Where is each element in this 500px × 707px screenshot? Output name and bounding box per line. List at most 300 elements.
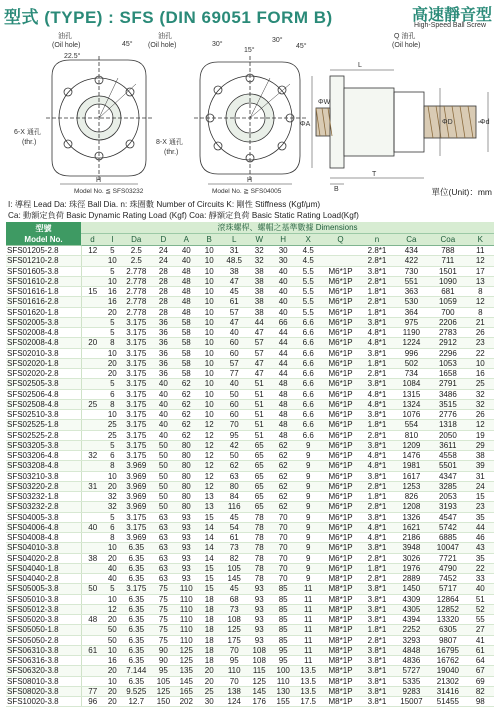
- table-cell: 93: [248, 635, 271, 645]
- table-cell: [81, 379, 104, 389]
- table-cell: 6: [104, 389, 121, 399]
- column-header-q: Q: [321, 234, 361, 246]
- table-cell: 20: [104, 481, 121, 491]
- table-row: [6, 307, 494, 317]
- thru-hole-label-mid-en: (thr.): [164, 149, 179, 156]
- page-subtitle: High-Speed Ball Screw: [414, 22, 486, 29]
- table-cell: 38: [248, 266, 271, 276]
- model-cell: SFS02525-2.8: [6, 430, 81, 440]
- table-cell: 62: [175, 379, 198, 389]
- table-cell: 10: [104, 348, 121, 358]
- table-cell: 3.175: [121, 512, 152, 522]
- table-cell: 9: [296, 533, 321, 543]
- flange-front-view-small: [46, 56, 152, 184]
- table-cell: 45: [221, 287, 248, 297]
- table-cell: 4.8*1: [360, 451, 393, 461]
- table-cell: 78: [248, 512, 271, 522]
- table-cell: 78: [248, 574, 271, 584]
- model-cell: SFS05012-3.8: [6, 604, 81, 614]
- table-cell: 50: [152, 471, 175, 481]
- table-cell: 2.8*1: [360, 246, 393, 256]
- table-cell: 3.8*1: [360, 410, 393, 420]
- angle-label-f: 45°: [296, 43, 307, 50]
- table-cell: 25: [81, 399, 104, 409]
- table-cell: 11: [296, 584, 321, 594]
- table-cell: 3026: [394, 553, 429, 563]
- column-header-x: X: [296, 234, 321, 246]
- table-cell: 6.6: [296, 430, 321, 440]
- table-cell: [81, 512, 104, 522]
- table-cell: 1.8*1: [360, 307, 393, 317]
- table-cell: 40: [271, 287, 296, 297]
- model-cell: SFS02008-4.8: [6, 338, 81, 348]
- table-cell: 26: [467, 328, 494, 338]
- table-cell: 65: [248, 502, 271, 512]
- table-cell: 9: [296, 522, 321, 532]
- table-cell: 57: [221, 307, 248, 317]
- table-cell: M6*1P: [321, 266, 361, 276]
- table-cell: 1190: [394, 328, 429, 338]
- model-cell: SFS03210-3.8: [6, 471, 81, 481]
- table-cell: 40: [152, 430, 175, 440]
- table-cell: 44: [248, 317, 271, 327]
- table-cell: 5: [104, 317, 121, 327]
- column-header-da: Da: [121, 234, 152, 246]
- table-cell: 90: [152, 656, 175, 666]
- table-cell: 73: [221, 543, 248, 553]
- table-cell: [81, 471, 104, 481]
- table-cell: 40: [271, 307, 296, 317]
- table-cell: 4.8*1: [360, 338, 393, 348]
- table-cell: 54: [221, 522, 248, 532]
- table-cell: 734: [394, 369, 429, 379]
- table-cell: 3.8*1: [360, 543, 393, 553]
- table-cell: 40: [152, 379, 175, 389]
- table-cell: 70: [271, 563, 296, 573]
- table-cell: M6*1P: [321, 533, 361, 543]
- table-cell: 105: [152, 676, 175, 686]
- table-cell: 80: [175, 440, 198, 450]
- table-cell: 12: [198, 440, 221, 450]
- legend: [8, 199, 494, 221]
- table-cell: 57: [221, 358, 248, 368]
- table-cell: 58: [175, 328, 198, 338]
- table-cell: 42: [221, 440, 248, 450]
- table-cell: 32: [467, 399, 494, 409]
- table-cell: 7721: [429, 553, 467, 563]
- table-cell: 51: [248, 399, 271, 409]
- table-cell: 2.8*1: [360, 553, 393, 563]
- model-header: [6, 222, 81, 246]
- column-header-h: H: [271, 234, 296, 246]
- table-cell: 32: [248, 246, 271, 256]
- table-cell: 20: [104, 686, 121, 696]
- table-cell: M6*1P: [321, 287, 361, 297]
- table-cell: 48: [271, 399, 296, 409]
- table-cell: 8: [104, 461, 121, 471]
- table-cell: 70: [271, 522, 296, 532]
- table-cell: 44: [467, 522, 494, 532]
- table-cell: 5: [104, 246, 121, 256]
- table-cell: 13.5: [296, 686, 321, 696]
- model-cell: SFS03232-1.8: [6, 492, 81, 502]
- table-cell: 5: [104, 440, 121, 450]
- table-cell: 62: [271, 471, 296, 481]
- table-cell: 8: [104, 338, 121, 348]
- table-cell: 202: [175, 697, 198, 707]
- table-cell: 38: [221, 266, 248, 276]
- table-cell: 15: [198, 574, 221, 584]
- table-cell: 3.175: [121, 399, 152, 409]
- angle-label-a: 22.5°: [64, 53, 81, 60]
- column-header-n: n: [360, 234, 393, 246]
- table-cell: 4790: [429, 563, 467, 573]
- table-cell: 3.175: [121, 317, 152, 327]
- table-cell: [81, 369, 104, 379]
- table-cell: 125: [152, 686, 175, 696]
- table-cell: 32: [81, 451, 104, 461]
- table-cell: 10: [104, 410, 121, 420]
- table-cell: [81, 563, 104, 573]
- table-cell: 28: [152, 276, 175, 286]
- table-cell: 108: [221, 615, 248, 625]
- table-cell: [81, 348, 104, 358]
- table-cell: [321, 256, 361, 266]
- table-cell: 5742: [429, 522, 467, 532]
- table-cell: 12: [198, 420, 221, 430]
- table-cell: [81, 256, 104, 266]
- table-cell: 62: [271, 440, 296, 450]
- table-cell: 3.175: [121, 358, 152, 368]
- table-cell: 80: [175, 461, 198, 471]
- table-cell: 8: [467, 287, 494, 297]
- table-cell: [81, 358, 104, 368]
- table-cell: 9807: [429, 635, 467, 645]
- table-cell: 12: [467, 420, 494, 430]
- table-cell: M6*1P: [321, 399, 361, 409]
- table-cell: 2050: [429, 430, 467, 440]
- table-cell: 3.8*1: [360, 645, 393, 655]
- table-cell: 4.8*1: [360, 533, 393, 543]
- table-cell: 62: [175, 399, 198, 409]
- table-cell: 20: [104, 666, 121, 676]
- table-cell: 47: [248, 328, 271, 338]
- table-cell: 10: [104, 543, 121, 553]
- table-cell: 1253: [394, 481, 429, 491]
- table-cell: 6.6: [296, 379, 321, 389]
- table-cell: 50: [152, 492, 175, 502]
- model-cell: SFS03208-4.8: [6, 461, 81, 471]
- table-cell: 48: [175, 287, 198, 297]
- table-cell: 93: [175, 512, 198, 522]
- table-row: [6, 276, 494, 286]
- table-cell: 73: [221, 604, 248, 614]
- table-row: [6, 471, 494, 481]
- table-cell: 681: [429, 287, 467, 297]
- table-cell: 36: [152, 358, 175, 368]
- page-title: 型式 (TYPE) : SFS (DIN 69051 FORM B): [4, 8, 333, 27]
- table-cell: 17.5: [296, 697, 321, 707]
- table-cell: 93: [175, 574, 198, 584]
- table-cell: 2.778: [121, 266, 152, 276]
- table-cell: 1658: [429, 369, 467, 379]
- table-cell: 11: [296, 594, 321, 604]
- table-cell: 58: [175, 369, 198, 379]
- table-row: [6, 358, 494, 368]
- column-header-d: d: [81, 234, 104, 246]
- table-cell: 23: [467, 502, 494, 512]
- table-cell: 11: [296, 635, 321, 645]
- table-cell: 9: [296, 574, 321, 584]
- table-cell: 51455: [429, 697, 467, 707]
- column-header-coa: Coa: [429, 234, 467, 246]
- table-cell: 3.175: [121, 410, 152, 420]
- table-cell: 12: [467, 297, 494, 307]
- table-cell: M6*1P: [321, 440, 361, 450]
- table-cell: 77: [221, 369, 248, 379]
- table-cell: 138: [221, 686, 248, 696]
- model-cell: SFS03220-2.8: [6, 481, 81, 491]
- table-cell: 93: [175, 533, 198, 543]
- table-cell: 47: [248, 358, 271, 368]
- table-cell: 20: [198, 676, 221, 686]
- table-cell: 13.5: [296, 666, 321, 676]
- table-cell: 6.6: [296, 328, 321, 338]
- table-cell: 3948: [394, 543, 429, 553]
- table-cell: 20: [104, 615, 121, 625]
- table-cell: 3.8*1: [360, 594, 393, 604]
- table-cell: [81, 328, 104, 338]
- table-cell: 3.8*1: [360, 686, 393, 696]
- model-cell: SFS01210-2.8: [6, 256, 81, 266]
- title-bar: [0, 0, 500, 30]
- table-cell: 15: [198, 584, 221, 594]
- table-cell: 75: [152, 625, 175, 635]
- table-row: [6, 246, 494, 256]
- table-cell: 45: [221, 584, 248, 594]
- table-cell: 2.778: [121, 276, 152, 286]
- table-cell: 1053: [429, 358, 467, 368]
- table-row: [6, 594, 494, 604]
- table-cell: M6*1P: [321, 379, 361, 389]
- table-cell: 62: [175, 420, 198, 430]
- table-row: [6, 461, 494, 471]
- table-cell: 1.8*1: [360, 563, 393, 573]
- column-header-a: A: [175, 234, 198, 246]
- table-cell: 2252: [394, 625, 429, 635]
- table-cell: 6.35: [121, 656, 152, 666]
- table-cell: 3.969: [121, 481, 152, 491]
- table-cell: 1.8*1: [360, 420, 393, 430]
- dim-phi-w: ΦW: [318, 99, 331, 106]
- table-row: [6, 348, 494, 358]
- table-cell: 10: [198, 338, 221, 348]
- table-cell: 63: [152, 543, 175, 553]
- table-cell: 63: [152, 563, 175, 573]
- table-cell: 93: [248, 615, 271, 625]
- table-cell: 3.175: [121, 338, 152, 348]
- table-cell: 43: [467, 543, 494, 553]
- table-cell: 4394: [394, 615, 429, 625]
- flange-front-view-large: [194, 56, 306, 184]
- model-cell: SFS03205-3.8: [6, 440, 81, 450]
- table-cell: 47: [248, 369, 271, 379]
- table-cell: 48: [271, 420, 296, 430]
- table-cell: 1076: [394, 410, 429, 420]
- model-cell: SFS02506-4.8: [6, 389, 81, 399]
- table-cell: 20: [104, 697, 121, 707]
- table-cell: 17: [467, 266, 494, 276]
- angle-label-c: 30°: [212, 41, 223, 48]
- table-cell: 145: [221, 574, 248, 584]
- table-cell: 115: [248, 666, 271, 676]
- table-cell: 80: [175, 451, 198, 461]
- table-cell: 3.175: [121, 420, 152, 430]
- table-cell: 100: [271, 666, 296, 676]
- table-cell: 1.8*1: [360, 492, 393, 502]
- table-cell: 38: [248, 276, 271, 286]
- thru-hole-label-left: 6-X 通孔: [14, 129, 41, 136]
- table-cell: 48: [175, 266, 198, 276]
- table-cell: 2.8*1: [360, 430, 393, 440]
- table-cell: 8: [467, 307, 494, 317]
- table-row: [6, 379, 494, 389]
- table-cell: 2.8*1: [360, 635, 393, 645]
- q-oil-hole-label: Q 油孔: [394, 33, 416, 40]
- table-cell: 6.35: [121, 676, 152, 686]
- table-cell: 10: [198, 276, 221, 286]
- table-cell: 51: [248, 430, 271, 440]
- table-cell: 2.5: [121, 256, 152, 266]
- table-cell: 116: [221, 502, 248, 512]
- table-cell: [81, 389, 104, 399]
- table-cell: 5501: [429, 461, 467, 471]
- table-cell: 48: [81, 615, 104, 625]
- table-cell: 25: [104, 420, 121, 430]
- table-cell: 4.8*1: [360, 399, 393, 409]
- table-row: [6, 492, 494, 502]
- table-cell: 50: [221, 451, 248, 461]
- model-cell: SFS05020-3.8: [6, 615, 81, 625]
- table-cell: 1617: [394, 471, 429, 481]
- table-cell: [81, 461, 104, 471]
- table-cell: 28: [152, 307, 175, 317]
- table-cell: 1090: [429, 276, 467, 286]
- table-cell: 36: [152, 369, 175, 379]
- table-cell: M8*1P: [321, 625, 361, 635]
- column-header-i: I: [104, 234, 121, 246]
- table-cell: 93: [248, 584, 271, 594]
- table-cell: 47: [221, 276, 248, 286]
- table-cell: 22: [467, 563, 494, 573]
- table-cell: 26: [467, 410, 494, 420]
- table-cell: 422: [394, 256, 429, 266]
- table-cell: 3.8*1: [360, 656, 393, 666]
- table-cell: 364: [394, 307, 429, 317]
- table-row: [6, 676, 494, 686]
- model-cell: SFS02508-4.8: [6, 399, 81, 409]
- table-cell: 65: [248, 461, 271, 471]
- table-cell: 70: [271, 533, 296, 543]
- legend-line-1: I: 導程 Lead Da: 珠徑 Ball Dia. n: 珠圈數 Number of Circuits K: 剛性 Stiffness (Kgf/μm): [8, 200, 321, 209]
- table-cell: 8: [104, 533, 121, 543]
- table-cell: 14: [198, 522, 221, 532]
- table-cell: 4547: [429, 512, 467, 522]
- table-cell: 33: [467, 574, 494, 584]
- table-cell: 1.8*1: [360, 358, 393, 368]
- dim-t: T: [372, 171, 377, 178]
- table-cell: [81, 276, 104, 286]
- oil-hole-label-mid: 油孔: [158, 33, 172, 40]
- table-cell: 3486: [429, 389, 467, 399]
- table-cell: 3.175: [121, 369, 152, 379]
- table-cell: M8*1P: [321, 584, 361, 594]
- table-cell: 70: [271, 574, 296, 584]
- table-row: [6, 481, 494, 491]
- table-row: [6, 420, 494, 430]
- table-cell: 80: [175, 471, 198, 481]
- table-cell: [81, 604, 104, 614]
- angle-label-e: 30°: [272, 37, 283, 44]
- table-cell: 13320: [429, 615, 467, 625]
- table-cell: 5.5: [296, 266, 321, 276]
- table-cell: 52: [467, 604, 494, 614]
- table-cell: 29: [467, 440, 494, 450]
- table-cell: 13.5: [296, 676, 321, 686]
- table-cell: M6*1P: [321, 461, 361, 471]
- table-cell: 2783: [429, 328, 467, 338]
- table-cell: 57: [248, 348, 271, 358]
- table-cell: 105: [221, 563, 248, 573]
- table-cell: 2206: [429, 317, 467, 327]
- table-cell: M6*1P: [321, 369, 361, 379]
- table-cell: 63: [152, 512, 175, 522]
- table-cell: 78: [248, 533, 271, 543]
- table-row: [6, 502, 494, 512]
- q-oil-hole-label-en: (Oil hole): [392, 42, 421, 49]
- table-cell: 13: [467, 276, 494, 286]
- table-cell: 6.6: [296, 389, 321, 399]
- table-cell: 14: [198, 543, 221, 553]
- table-cell: [81, 543, 104, 553]
- table-cell: 5.5: [296, 297, 321, 307]
- table-cell: 40: [271, 276, 296, 286]
- table-cell: 2791: [429, 379, 467, 389]
- model-cell: SFS01620-1.8: [6, 307, 81, 317]
- table-cell: [81, 440, 104, 450]
- table-cell: 22: [467, 348, 494, 358]
- table-cell: 2889: [394, 574, 429, 584]
- column-header-b: B: [198, 234, 221, 246]
- legend-line-2: Ca: 動額定負荷 Basic Dynamic Rating Load (Kgf) Coa: 靜額定負荷 Basic Static Rating Load(Kgf): [8, 211, 359, 220]
- table-cell: 6.6: [296, 358, 321, 368]
- table-cell: 16795: [429, 645, 467, 655]
- table-cell: 2.8*1: [360, 574, 393, 584]
- table-cell: 51: [248, 389, 271, 399]
- table-cell: 62: [175, 410, 198, 420]
- table-cell: 6.35: [121, 625, 152, 635]
- table-cell: 12852: [429, 604, 467, 614]
- table-cell: 15: [198, 563, 221, 573]
- table-cell: 3.8*1: [360, 512, 393, 522]
- table-row: [6, 645, 494, 655]
- table-cell: 554: [394, 420, 429, 430]
- table-row: [6, 440, 494, 450]
- table-cell: 2.8*1: [360, 502, 393, 512]
- thru-hole-label-left-en: (thr.): [22, 139, 37, 146]
- table-cell: 9: [296, 492, 321, 502]
- table-cell: 12: [198, 461, 221, 471]
